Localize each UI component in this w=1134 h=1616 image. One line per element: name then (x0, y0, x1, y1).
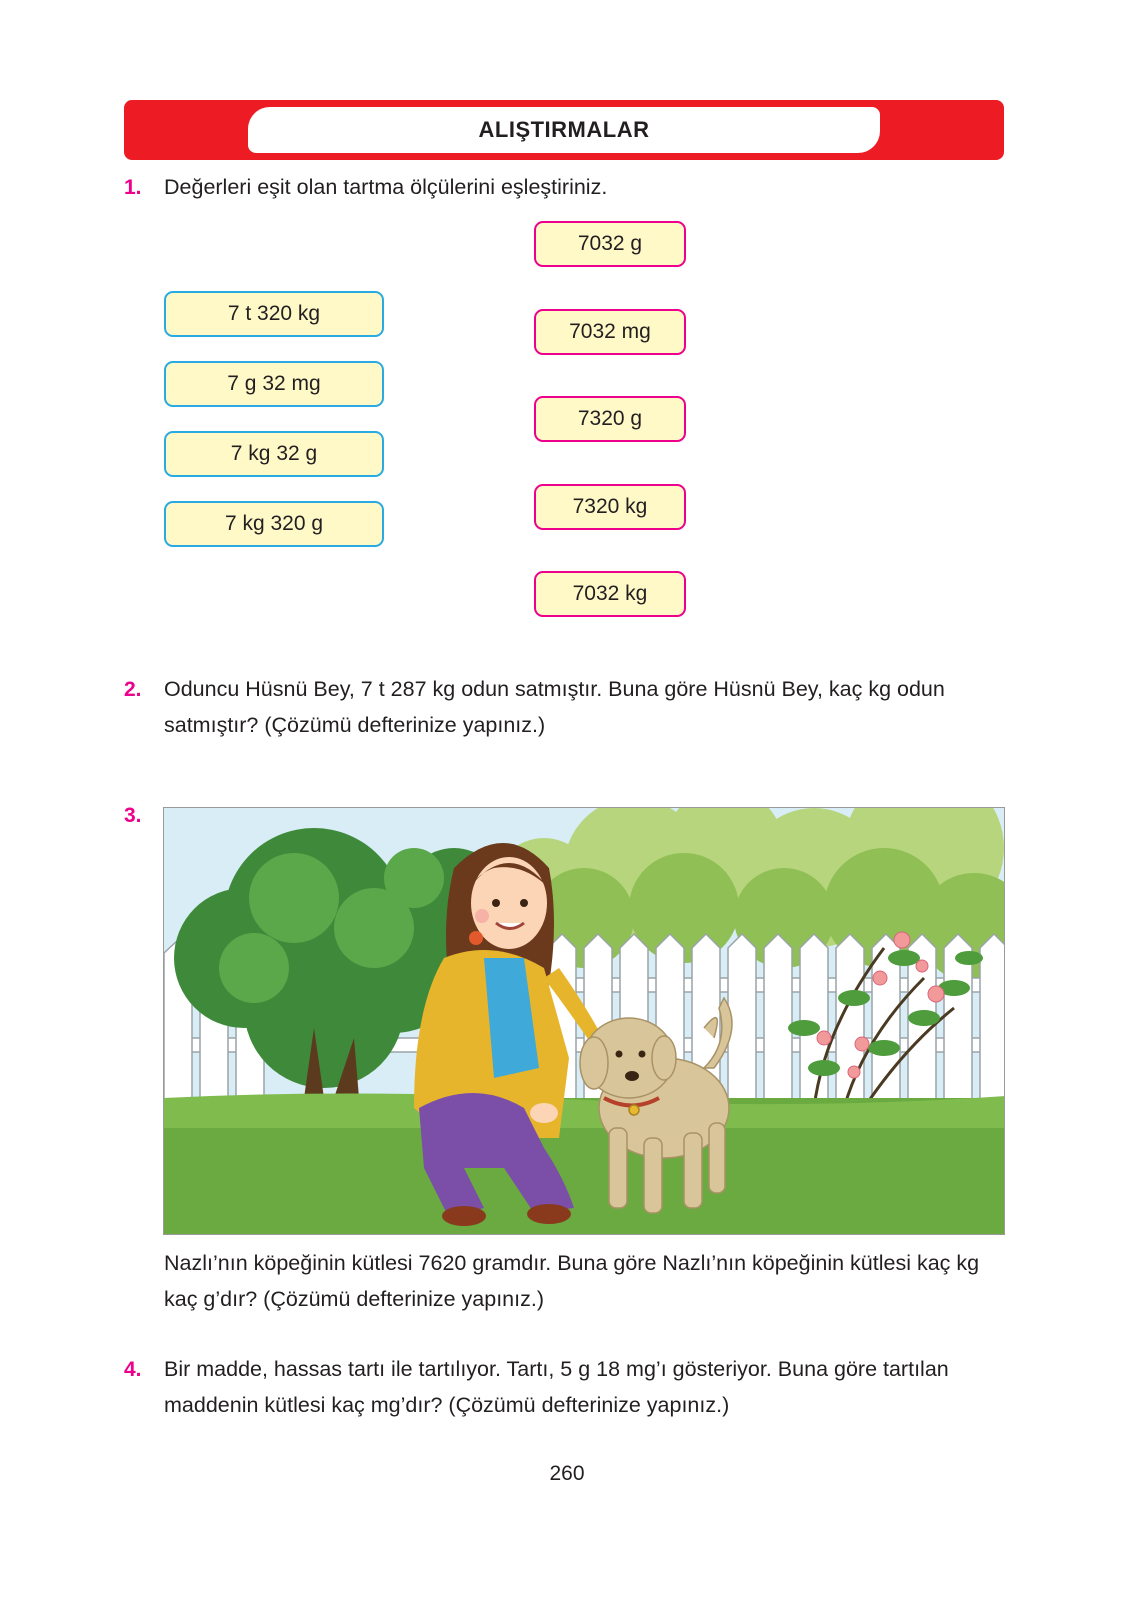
question-1-text: Değerleri eşit olan tartma ölçülerini eşleştiriniz. (164, 175, 608, 199)
match-left-box-4[interactable]: 7 kg 320 g (164, 501, 384, 547)
girl-dog-illustration (163, 807, 1005, 1235)
banner-title-plate (248, 107, 880, 153)
match-left-box-2[interactable]: 7 g 32 mg (164, 361, 384, 407)
match-right-box-4[interactable]: 7320 kg (534, 484, 686, 530)
question-3-text: Nazlı’nın köpeğinin kütlesi 7620 gramdır. Buna göre Nazlı’nın köpeğinin kütlesi kaç kg kaç g’dır? (Çözümü defterinize yapınız.) (164, 1251, 980, 1311)
section-banner (124, 100, 1004, 160)
match-right-box-3[interactable]: 7320 g (534, 396, 686, 442)
page-number: 260 (549, 1462, 585, 1485)
match-left-box-3[interactable]: 7 kg 32 g (164, 431, 384, 477)
question-4-text: Bir madde, hassas tartı ile tartılıyor. Tartı, 5 g 18 mg’ı gösteriyor. Buna göre tartılan maddenin kütlesi kaç mg’dır? (Çözümü defterinize yapınız.) (164, 1357, 949, 1417)
match-left-box-1[interactable]: 7 t 320 kg (164, 291, 384, 337)
question-2-text: Oduncu Hüsnü Bey, 7 t 287 kg odun satmıştır. Buna göre Hüsnü Bey, kaç kg odun satmıştır? (Çözümü defterinize yapınız.) (164, 677, 945, 737)
match-right-box-5[interactable]: 7032 kg (534, 571, 686, 617)
question-1-number: 1. (124, 176, 142, 199)
question-2-number: 2. (124, 678, 142, 701)
match-right-box-1[interactable]: 7032 g (534, 221, 686, 267)
match-right-box-2[interactable]: 7032 mg (534, 309, 686, 355)
question-3-number: 3. (124, 804, 142, 827)
section-title: ALIŞTIRMALAR (478, 117, 650, 142)
question-4-number: 4. (124, 1358, 142, 1381)
